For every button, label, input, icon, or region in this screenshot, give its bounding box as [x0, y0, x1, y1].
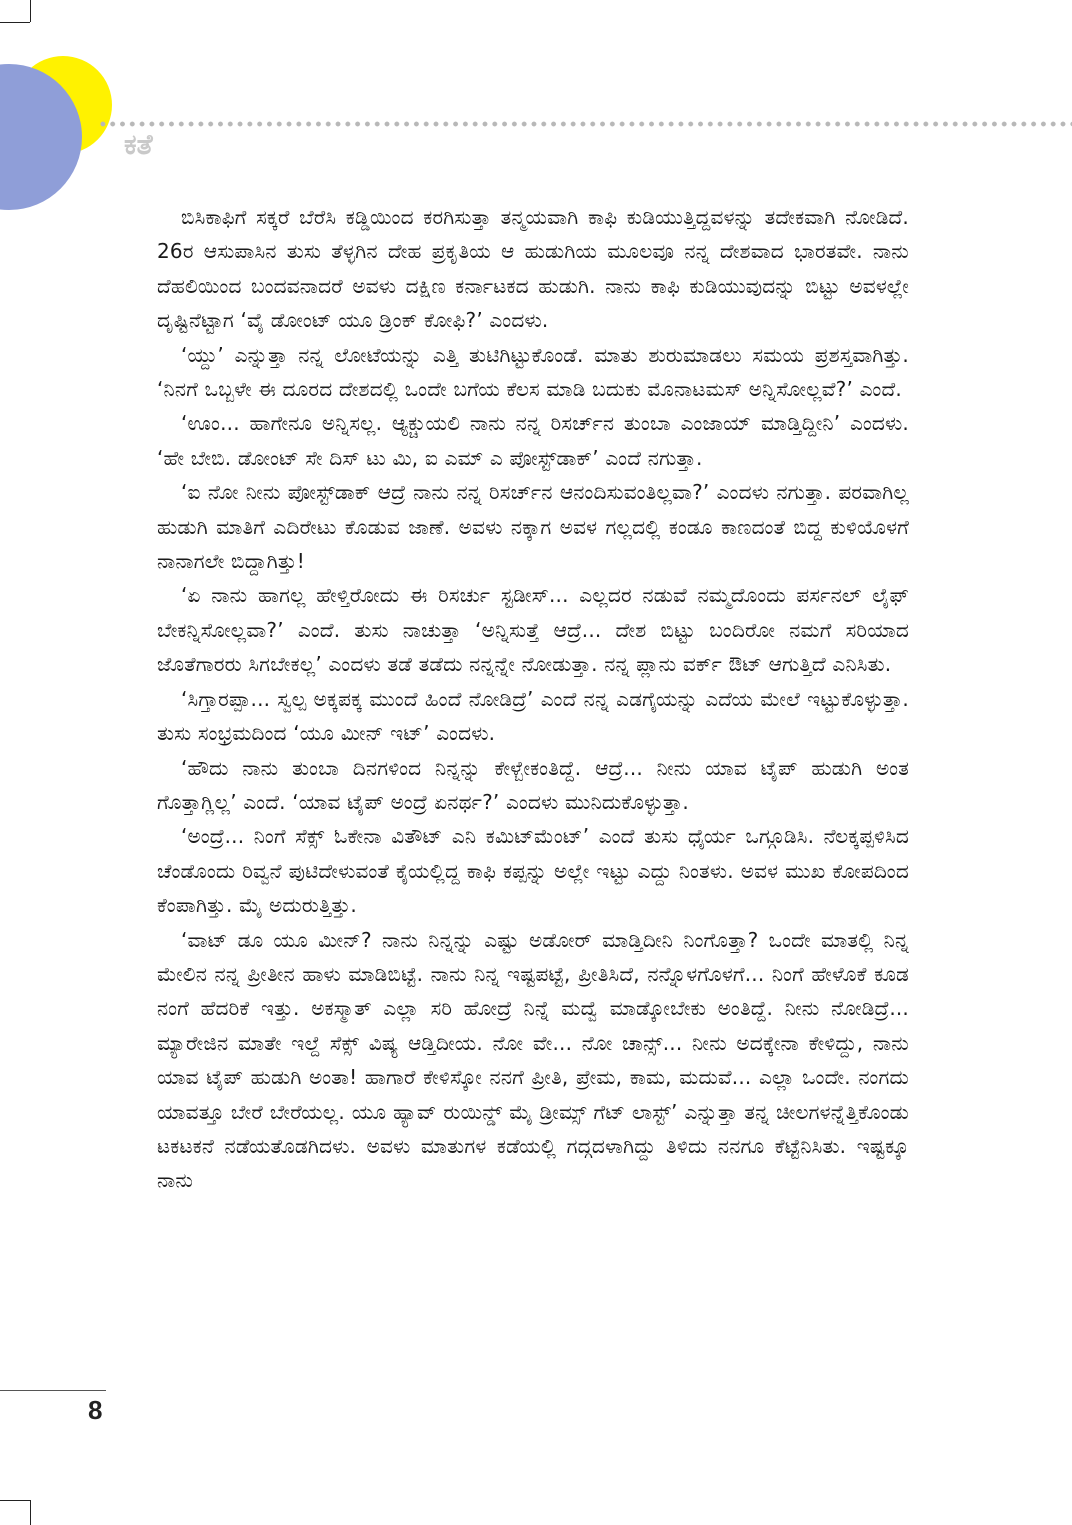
story-paragraph: ‘ಏ ನಾನು ಹಾಗಲ್ಲ ಹೇಳ್ತಿರೋದು ಈ ರಿಸರ್ಚು ಸ್ಟಡೀಸ್... ಎಲ್ಲದರ ನಡುವೆ ನಮ್ಮದೊಂದು ಪರ್ಸನಲ್ ಲೈಫ್ ಬೇಕನ್ನಿಸೋಲ್ಲವಾ?’ ಎಂದೆ. ತುಸು ನಾಚುತ್ತಾ ‘ಅನ್ನಿಸುತ್ತೆ ಆದ್ರೆ... ದೇಶ ಬಿಟ್ಟು ಬಂದಿರೋ ನಮಗೆ ಸರಿಯಾದ ಜೊತೆಗಾರರು ಸಿಗಬೇಕಲ್ಲ’ ಎಂದಳು ತಡೆ ತಡೆದು ನನ್ನನ್ನೇ ನೋಡುತ್ತಾ. ನನ್ನ ಪ್ಲಾನು ವರ್ಕ್ ಔಟ್ ಆಗುತ್ತಿದೆ ಎನಿಸಿತು. — [157, 583, 909, 677]
footer-rule — [0, 1390, 106, 1391]
story-body — [157, 200, 909, 1198]
dotted-header-rule — [98, 121, 1072, 127]
crop-mark-bottom-horizontal — [0, 1500, 30, 1501]
story-paragraph: ಬಿಸಿಕಾಫಿಗೆ ಸಕ್ಕರೆ ಬೆರೆಸಿ ಕಡ್ಡಿಯಿಂದ ಕರಗಿಸುತ್ತಾ ತನ್ಮಯವಾಗಿ ಕಾಫಿ ಕುಡಿಯುತ್ತಿದ್ದವಳನ್ನು ತದೇಕವಾಗಿ ನೋಡಿದೆ. 26ರ ಆಸುಪಾಸಿನ ತುಸು ತೆಳ್ಳಗಿನ ದೇಹ ಪ್ರಕೃತಿಯ ಆ ಹುಡುಗಿಯ ಮೂಲವೂ ನನ್ನ ದೇಶವಾದ ಭಾರತವೇ. ನಾನು ದೆಹಲಿಯಿಂದ ಬಂದವನಾದರೆ ಅವಳು ದಕ್ಷಿಣ ಕರ್ನಾಟಕದ ಹುಡುಗಿ. ನಾನು ಕಾಫಿ ಕುಡಿಯುವುದನ್ನು ಬಿಟ್ಟು ಅವಳಲ್ಲೇ ದೃಷ್ಟಿನೆಟ್ಟಾಗ ‘ವೈ ಡೋಂಟ್ ಯೂ ಡ್ರಿಂಕ್ ಕೋಫಿ?’ ಎಂದಳು. — [157, 205, 909, 333]
story-paragraph: ‘ಸಿಗ್ತಾರಪ್ಪಾ... ಸ್ವಲ್ಪ ಅಕ್ಕಪಕ್ಕ ಮುಂದೆ ಹಿಂದೆ ನೋಡಿದ್ರೆ’ ಎಂದೆ ನನ್ನ ಎಡಗೈಯನ್ನು ಎದೆಯ ಮೇಲೆ ಇಟ್ಟುಕೊಳ್ಳುತ್ತಾ. ತುಸು ಸಂಭ್ರಮದಿಂದ ‘ಯೂ ಮೀನ್ ಇಟ್’ ಎಂದಳು. — [157, 686, 909, 746]
crop-mark-bottom-vertical — [30, 1500, 31, 1525]
story-paragraph: ‘ಯ್ದು’ ಎನ್ನುತ್ತಾ ನನ್ನ ಲೋಟೆಯನ್ನು ಎತ್ತಿ ತುಟಿಗಿಟ್ಟುಕೊಂಡೆ. ಮಾತು ಶುರುಮಾಡಲು ಸಮಯ ಪ್ರಶಸ್ತವಾಗಿತ್ತು. ‘ನಿನಗೆ ಒಬ್ಬಳೇ ಈ ದೂರದ ದೇಶದಲ್ಲಿ ಒಂದೇ ಬಗೆಯ ಕೆಲಸ ಮಾಡಿ ಬದುಕು ಮೊನಾಟಮಸ್ ಅನ್ನಿಸೋಲ್ಲವೆ?’ ಎಂದೆ. — [157, 342, 909, 402]
section-label: ಕತೆ — [124, 128, 153, 161]
story-paragraph: ‘ಊಂ... ಹಾಗೇನೂ ಅನ್ನಿಸಲ್ಲ. ಆ್ಯಕ್ಚುಯಲಿ ನಾನು ನನ್ನ ರಿಸರ್ಚ್‌ನ ತುಂಬಾ ಎಂಜಾಯ್ ಮಾಡ್ತಿದ್ದೀನಿ’ ಎಂದಳು. ‘ಹೇ ಬೇಬಿ. ಡೋಂಟ್ ಸೇ ದಿಸ್ ಟು ಮಿ, ಐ ಎಮ್ ಎ ಪೋಸ್ಟ್‌ಡಾಕ್’ ಎಂದೆ ನಗುತ್ತಾ. — [157, 411, 909, 470]
story-paragraph: ‘ವಾಟ್ ಡೂ ಯೂ ಮೀನ್? ನಾನು ನಿನ್ನನ್ನು ಎಷ್ಟು ಅಡೋರ್ ಮಾಡ್ತಿದೀನಿ ನಿಂಗೊತ್ತಾ? ಒಂದೇ ಮಾತಲ್ಲಿ ನಿನ್ನ ಮೇಲಿನ ನನ್ನ ಪ್ರೀತೀನ ಹಾಳು ಮಾಡಿಬಿಟ್ಟೆ. ನಾನು ನಿನ್ನ ಇಷ್ಟಪಟ್ಟೆ, ಪ್ರೀತಿಸಿದೆ, ನನ್ನೊಳಗೊಳಗೆ... ನಿಂಗೆ ಹೇಳೊಕೆ ಕೂಡ ನಂಗೆ ಹೆದರಿಕೆ ಇತ್ತು. ಅಕಸ್ಮಾತ್ ಎಲ್ಲಾ ಸರಿ ಹೋದ್ರೆ ನಿನ್ನೆ ಮದ್ವೆ ಮಾಡ್ಕೋಬೇಕು ಅಂತಿದ್ದೆ. ನೀನು ನೋಡಿದ್ರೆ... ಮ್ಯಾರೇಜಿನ ಮಾತೇ ಇಲ್ದೆ ಸೆಕ್ಸ್ ವಿಷ್ಯ ಆಡ್ತಿದೀಯ. ನೋ ವೇ... ನೋ ಚಾನ್ಸ್... ನೀನು ಅದಕ್ಕೇನಾ ಕೇಳಿದ್ದು, ನಾನು ಯಾವ ಟೈಪ್ ಹುಡುಗಿ ಅಂತಾ! ಹಾಗಾರೆ ಕೇಳಿಸ್ಕೋ ನನಗೆ ಪ್ರೀತಿ, ಪ್ರೇಮ, ಕಾಮ, ಮದುವೆ... ಎಲ್ಲಾ ಒಂದೇ. ನಂಗದು ಯಾವತ್ತೂ ಬೇರೆ ಬೇರೆಯಲ್ಲ. ಯೂ ಹ್ಯಾವ್ ರುಯಿನ್ಡ್ ಮೈ ಡ್ರೀಮ್ಸ್ ಗೆಟ್ ಲಾಸ್ಟ್’ ಎನ್ನುತ್ತಾ ತನ್ನ ಚೀಲಗಳನ್ನೆತ್ತಿಕೊಂಡು ಟಕಟಕನೆ ನಡೆಯತೊಡಗಿದಳು. ಅವಳು ಮಾತುಗಳ ಕಡೆಯಲ್ಲಿ ಗದ್ಗದಳಾಗಿದ್ದು ತಿಳಿದು ನನಗೂ ಕೆಟ್ಟೆನಿಸಿತು. ಇಷ್ಟಕ್ಕೂ ನಾನು — [157, 927, 909, 1193]
page-number: 8 — [88, 1395, 103, 1425]
story-paragraph: ‘ಅಂದ್ರೆ... ನಿಂಗೆ ಸೆಕ್ಸ್ ಓಕೇನಾ ವಿತೌಟ್ ಎನಿ ಕಮಿಟ್‌ಮೆಂಟ್’ ಎಂದೆ ತುಸು ಧೈರ್ಯ ಒಗ್ಗೂಡಿಸಿ. ನೆಲಕ್ಕಪ್ಪಳಿಸಿದ ಚೆಂಡೊಂದು ರಿವ್ವನೆ ಪುಟಿದೇಳುವಂತೆ ಕೈಯಲ್ಲಿದ್ದ ಕಾಫಿ ಕಪ್ಪನ್ನು ಅಲ್ಲೇ ಇಟ್ಟು ಎದ್ದು ನಿಂತಳು. ಅವಳ ಮುಖ ಕೋಪದಿಂದ ಕೆಂಪಾಗಿತ್ತು. ಮೈ ಅದುರುತ್ತಿತ್ತು. — [157, 824, 909, 918]
crop-mark-top-vertical — [30, 0, 31, 22]
story-paragraph: ‘ಐ ನೋ ನೀನು ಪೋಸ್ಟ್‌ಡಾಕ್ ಆದ್ರೆ ನಾನು ನನ್ನ ರಿಸರ್ಚ್‌ನ ಆನಂದಿಸುವಂತಿಲ್ಲವಾ?’ ಎಂದಳು ನಗುತ್ತಾ. ಪರವಾಗಿಲ್ಲ ಹುಡುಗಿ ಮಾತಿಗೆ ಎದಿರೇಟು ಕೊಡುವ ಜಾಣೆ. ಅವಳು ನಕ್ಕಾಗ ಅವಳ ಗಲ್ಲದಲ್ಲಿ ಕಂಡೂ ಕಾಣದಂತೆ ಬಿದ್ದ ಕುಳಿಯೊಳಗೆ ನಾನಾಗಲೇ ಬಿದ್ದಾಗಿತ್ತು! — [157, 480, 909, 574]
story-paragraph: ‘ಹೌದು ನಾನು ತುಂಬಾ ದಿನಗಳಿಂದ ನಿನ್ನನ್ನು ಕೇಳ್ಬೇಕಂತಿದ್ದೆ. ಆದ್ರೆ... ನೀನು ಯಾವ ಟೈಪ್ ಹುಡುಗಿ ಅಂತ ಗೊತ್ತಾಗ್ಲಿಲ್ಲ’ ಎಂದೆ. ‘ಯಾವ ಟೈಪ್ ಅಂದ್ರೆ ಏನರ್ಥ?’ ಎಂದಳು ಮುನಿದುಕೊಳ್ಳುತ್ತಾ. — [157, 755, 909, 814]
crop-mark-top-horizontal — [0, 22, 30, 23]
